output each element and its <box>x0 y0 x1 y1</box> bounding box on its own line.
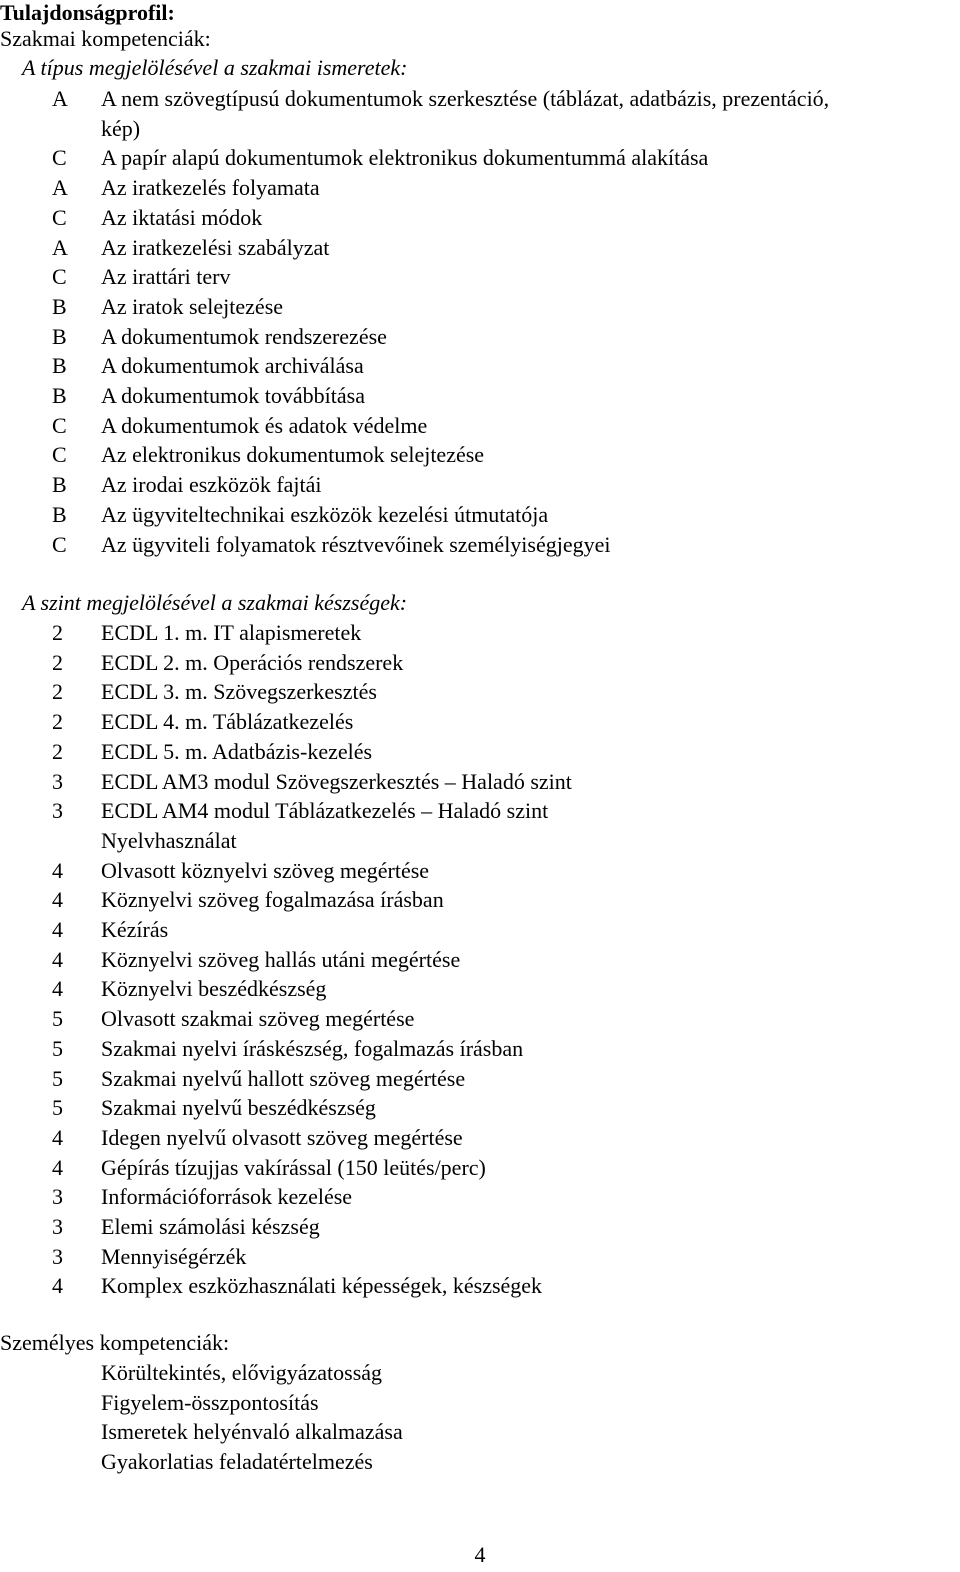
item-text: Az iktatási módok <box>101 204 263 230</box>
item-code: 5 <box>52 1065 63 1091</box>
knowledge-item <box>0 233 960 263</box>
item-code: C <box>52 531 67 557</box>
item-code: 4 <box>52 946 63 972</box>
item-code: 4 <box>52 1124 63 1150</box>
skill-item <box>0 737 960 767</box>
item-text: Ismeretek helyénvaló alkalmazása <box>101 1419 403 1445</box>
item-text: ECDL 1. m. IT alapismeretek <box>101 620 362 645</box>
item-text: Az elektronikus dokumentumok selejtezése <box>101 442 485 468</box>
item-code: 4 <box>52 1273 63 1299</box>
skill-item <box>0 648 960 678</box>
item-code: B <box>52 353 67 379</box>
item-code: B <box>52 293 67 319</box>
item-code: 2 <box>52 679 63 705</box>
personal-item <box>0 1447 960 1477</box>
item-text: Az iratkezelési szabályzat <box>101 234 330 260</box>
knowledge-item <box>0 381 960 411</box>
personal-item <box>0 1358 960 1388</box>
item-text: Az irattári terv <box>101 264 231 290</box>
item-text: Gyakorlatias feladatértelmezés <box>101 1449 373 1475</box>
item-code: A <box>52 175 68 201</box>
item-code: 5 <box>52 1006 63 1032</box>
item-text: Szakmai nyelvű hallott szöveg megértése <box>101 1065 466 1091</box>
item-code: 4 <box>52 976 63 1002</box>
knowledge-item <box>0 351 960 381</box>
item-text: Az iratok selejtezése <box>101 293 284 319</box>
skills-list <box>0 618 960 1301</box>
item-text: ECDL 4. m. Táblázatkezelés <box>101 709 354 735</box>
skill-item <box>0 767 960 797</box>
knowledge-item <box>0 322 960 352</box>
skill-item <box>0 1093 960 1123</box>
item-code: A <box>52 86 68 111</box>
item-code: 2 <box>52 620 63 645</box>
item-text: Szakmai nyelvi íráskészség, fogalmazás írásban <box>101 1035 524 1061</box>
skill-item <box>0 618 960 648</box>
item-text: Idegen nyelvű olvasott szöveg megértése <box>101 1124 463 1150</box>
item-code: 4 <box>52 1154 63 1180</box>
item-code: 5 <box>52 1035 63 1061</box>
skill-item <box>0 707 960 737</box>
item-text: ECDL 5. m. Adatbázis-kezelés <box>101 738 373 764</box>
item-text: Mennyiségérzék <box>101 1243 247 1269</box>
item-text: ECDL 3. m. Szövegszerkesztés <box>101 679 377 705</box>
item-code: A <box>52 234 68 260</box>
item-code: 2 <box>52 649 63 675</box>
item-code: C <box>52 204 67 230</box>
professional-competencies-heading: Szakmai kompetenciák: <box>0 26 211 51</box>
item-text: kép) <box>101 115 141 141</box>
item-text: Nyelvhasználat <box>101 827 237 853</box>
skill-item <box>0 885 960 915</box>
knowledge-item <box>0 84 960 114</box>
item-text: Az ügyviteltechnikai eszközök kezelési útmutatója <box>101 501 549 527</box>
knowledge-item <box>0 500 960 530</box>
item-text: Kézírás <box>101 917 169 943</box>
item-code: C <box>52 412 67 438</box>
item-text: Gépírás tízujjas vakírással (150 leütés/perc) <box>101 1154 486 1180</box>
skill-item <box>0 856 960 886</box>
skill-item <box>0 1212 960 1242</box>
skill-item <box>0 1182 960 1212</box>
item-text: ECDL AM3 modul Szövegszerkesztés – Haladó szint <box>101 768 572 794</box>
document-title: Tulajdonságprofil: <box>0 0 175 25</box>
personal-item <box>0 1388 960 1418</box>
item-code: B <box>52 501 67 527</box>
item-text: ECDL 2. m. Operációs rendszerek <box>101 649 404 675</box>
item-text: A dokumentumok rendszerezése <box>101 323 387 349</box>
item-text: A nem szövegtípusú dokumentumok szerkesztése (táblázat, adatbázis, prezentáció, <box>101 86 830 111</box>
item-code: C <box>52 264 67 290</box>
item-code: B <box>52 383 67 409</box>
skill-item <box>0 1153 960 1183</box>
skills-subheading: A szint megjelölésével a szakmai készségek: <box>22 590 408 615</box>
personal-item <box>0 1417 960 1447</box>
item-code: 3 <box>52 1243 63 1269</box>
personal-competencies-heading: Személyes kompetenciák: <box>0 1330 230 1355</box>
skill-item <box>0 1123 960 1153</box>
knowledge-item <box>0 470 960 500</box>
item-text: A dokumentumok továbbítása <box>101 383 365 409</box>
item-code: 3 <box>52 1214 63 1240</box>
item-code: B <box>52 472 67 498</box>
item-text: A dokumentumok archiválása <box>101 353 364 379</box>
item-text: Az irodai eszközök fajtái <box>101 472 322 498</box>
item-code: C <box>52 442 67 468</box>
skill-item <box>0 796 960 826</box>
skill-item <box>0 1064 960 1094</box>
item-text: Köznyelvi szöveg fogalmazása írásban <box>101 887 444 913</box>
item-code: 2 <box>52 738 63 764</box>
knowledge-item <box>0 530 960 560</box>
item-code: 4 <box>52 857 63 883</box>
item-code: 3 <box>52 798 63 824</box>
item-code: 3 <box>52 1184 63 1210</box>
item-text: A papír alapú dokumentumok elektronikus dokumentummá alakítása <box>101 145 709 171</box>
knowledge-list <box>0 84 960 559</box>
skill-item <box>0 1242 960 1272</box>
knowledge-item <box>0 411 960 441</box>
skill-item <box>0 1271 960 1301</box>
item-code: C <box>52 145 67 171</box>
item-text: Köznyelvi szöveg hallás utáni megértése <box>101 946 461 972</box>
item-code: 2 <box>52 709 63 735</box>
knowledge-item <box>0 440 960 470</box>
skill-group-label <box>0 826 960 856</box>
item-text: A dokumentumok és adatok védelme <box>101 412 428 438</box>
item-text: Az iratkezelés folyamata <box>101 175 320 201</box>
item-text: Szakmai nyelvű beszédkészség <box>101 1095 376 1121</box>
knowledge-subheading: A típus megjelölésével a szakmai ismeretek: <box>22 55 408 80</box>
item-text: Az ügyviteli folyamatok résztvevőinek személyiségjegyei <box>101 531 611 557</box>
item-code: 5 <box>52 1095 63 1121</box>
knowledge-item <box>0 173 960 203</box>
skill-item <box>0 1034 960 1064</box>
page-number: 4 <box>474 1542 486 1567</box>
item-text: Információforrások kezelése <box>101 1184 353 1210</box>
knowledge-item-continuation <box>0 114 960 144</box>
item-text: Köznyelvi beszédkészség <box>101 976 327 1002</box>
item-text: ECDL AM4 modul Táblázatkezelés – Haladó szint <box>101 798 549 824</box>
item-text: Olvasott szakmai szöveg megértése <box>101 1006 415 1032</box>
skill-item <box>0 915 960 945</box>
knowledge-item <box>0 262 960 292</box>
skill-item <box>0 1004 960 1034</box>
knowledge-item <box>0 292 960 322</box>
item-text: Figyelem-összpontosítás <box>101 1389 319 1415</box>
item-code: 4 <box>52 917 63 943</box>
skill-item <box>0 677 960 707</box>
item-code: 4 <box>52 887 63 913</box>
item-code: B <box>52 323 67 349</box>
knowledge-item <box>0 143 960 173</box>
item-code: 3 <box>52 768 63 794</box>
item-text: Olvasott köznyelvi szöveg megértése <box>101 857 430 883</box>
item-text: Komplex eszközhasználati képességek, készségek <box>101 1273 543 1299</box>
item-text: Elemi számolási készség <box>101 1214 320 1240</box>
item-text: Körültekintés, elővigyázatosság <box>101 1360 383 1385</box>
skill-item <box>0 974 960 1004</box>
knowledge-item <box>0 203 960 233</box>
skill-item <box>0 945 960 975</box>
personal-list <box>0 1358 960 1477</box>
